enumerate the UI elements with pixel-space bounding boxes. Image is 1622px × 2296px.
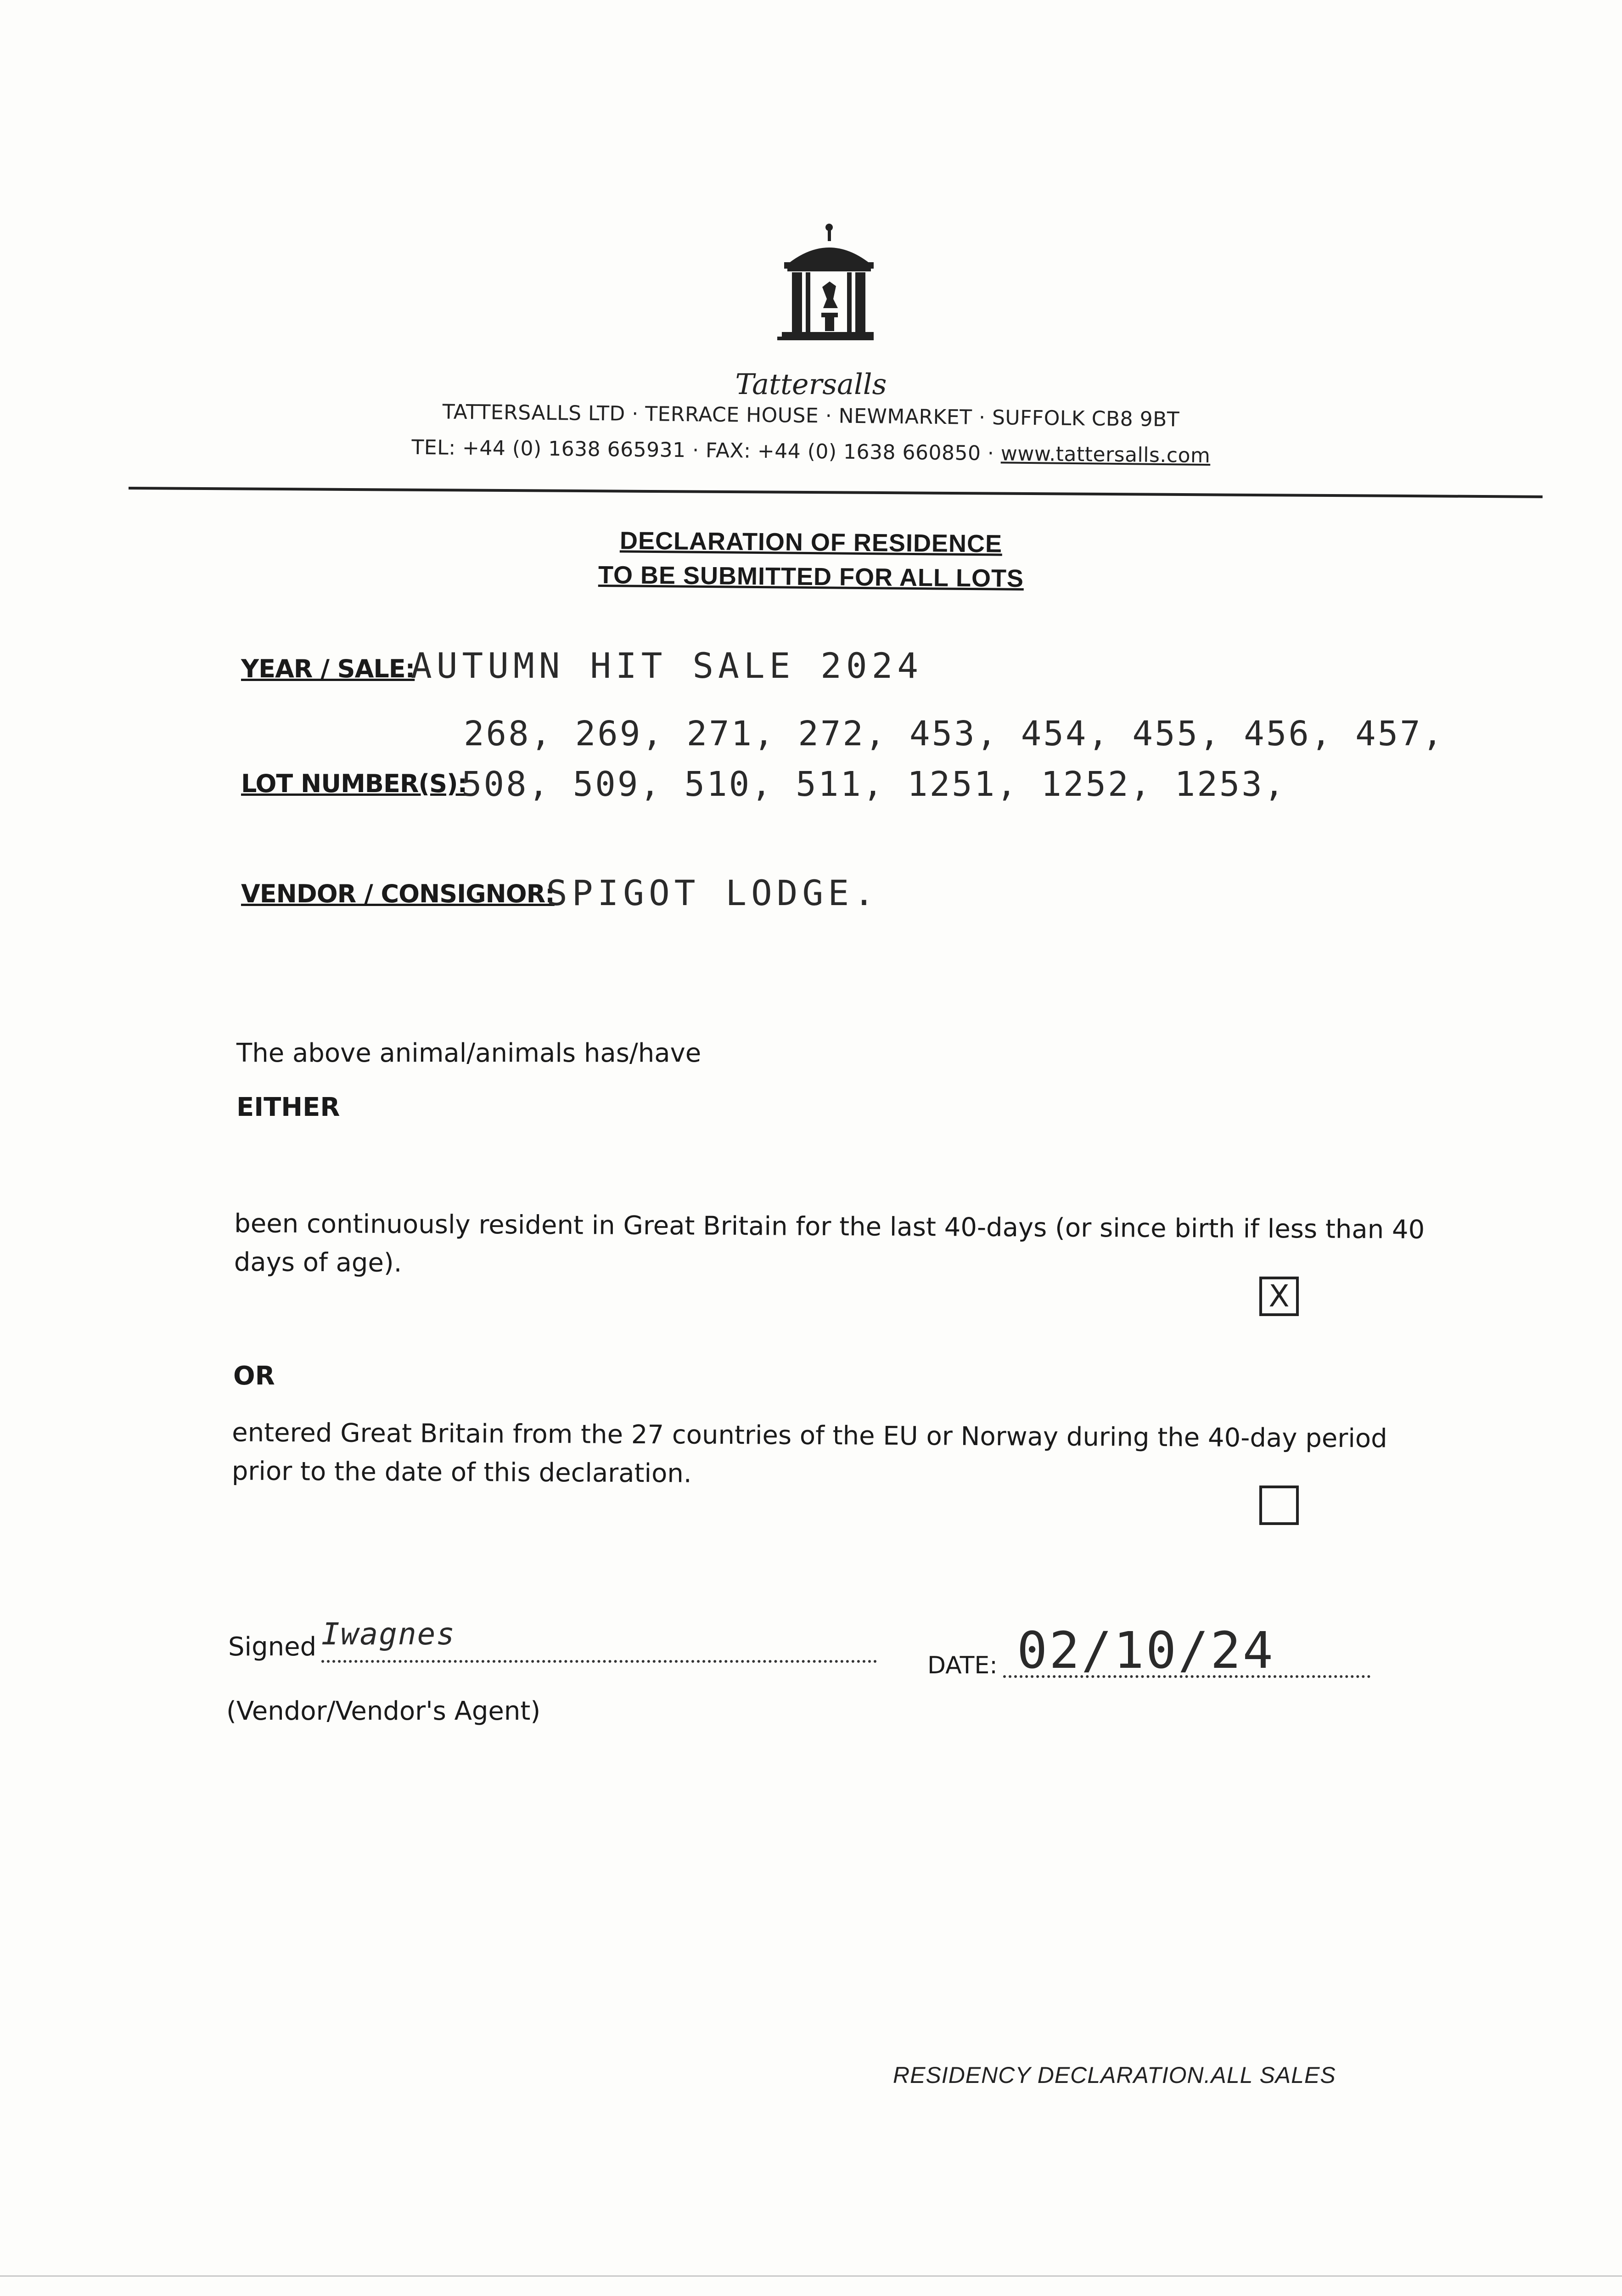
lot-numbers-field [241, 769, 467, 798]
option-1-line-1: been continuously resident in Great Britain for the last 40-days (or since birth if less than 40 [234, 1209, 1425, 1245]
option-2-line-2: prior to the date of this declaration. [231, 1456, 692, 1489]
tattersalls-logo [763, 223, 874, 365]
address-line: TATTERSALLS LTD · TERRACE HOUSE · NEWMARKET · SUFFOLK CB8 9BT [442, 400, 1180, 432]
vendor-field [241, 879, 555, 908]
vendor-role-label: (Vendor/Vendor's Agent) [226, 1696, 541, 1726]
brand-name: Tattersalls [735, 367, 887, 401]
signature-dotted-line [321, 1660, 877, 1663]
lot-numbers-line-1[interactable]: 268, 269, 271, 272, 453, 454, 455, 456, 457, [464, 714, 1445, 754]
signed-label: Signed [228, 1632, 317, 1662]
option-2-checkbox[interactable] [1259, 1486, 1299, 1525]
header-rule [129, 487, 1543, 498]
option-1-text [234, 1204, 1425, 1288]
date-dotted-line [1003, 1675, 1370, 1678]
vendor-label: VENDOR / CONSIGNOR: [241, 879, 555, 908]
intro-text: The above animal/animals has/have [236, 1038, 702, 1068]
option-2-text [232, 1413, 1387, 1497]
contact-line [0, 432, 1622, 472]
either-label: EITHER [236, 1092, 340, 1122]
date-value[interactable]: 02/10/24 [1017, 1621, 1275, 1680]
or-label: OR [233, 1361, 275, 1391]
year-sale-field [241, 654, 415, 683]
date-label: DATE: [927, 1652, 998, 1679]
bottom-edge [0, 2275, 1622, 2277]
option-1-line-2: days of age). [234, 1247, 402, 1278]
contact-numbers: TEL: +44 (0) 1638 665931 · FAX: +44 (0) 1638 660850 · [411, 435, 1001, 466]
website-link[interactable]: www.tattersalls.com [1000, 442, 1211, 468]
option-1-checkbox[interactable] [1259, 1277, 1299, 1316]
footer-note: RESIDENCY DECLARATION.ALL SALES [893, 2062, 1336, 2088]
year-sale-label: YEAR / SALE: [241, 654, 415, 683]
lot-numbers-label: LOT NUMBER(S): [241, 769, 467, 798]
lot-numbers-line-2[interactable]: 508, 509, 510, 511, 1251, 1252, 1253, [461, 765, 1286, 804]
signature-value[interactable]: Iwagnes [321, 1616, 456, 1652]
check-x-icon: X [1268, 1278, 1290, 1314]
document-subtitle: TO BE SUBMITTED FOR ALL LOTS [598, 561, 1024, 593]
option-2-line-1: entered Great Britain from the 27 countries of the EU or Norway during the 40-day period [232, 1418, 1387, 1454]
year-sale-value[interactable]: AUTUMN HIT SALE 2024 [411, 645, 923, 686]
document-title: DECLARATION OF RESIDENCE [619, 527, 1003, 558]
vendor-value[interactable]: SPIGOT LODGE. [546, 872, 879, 913]
